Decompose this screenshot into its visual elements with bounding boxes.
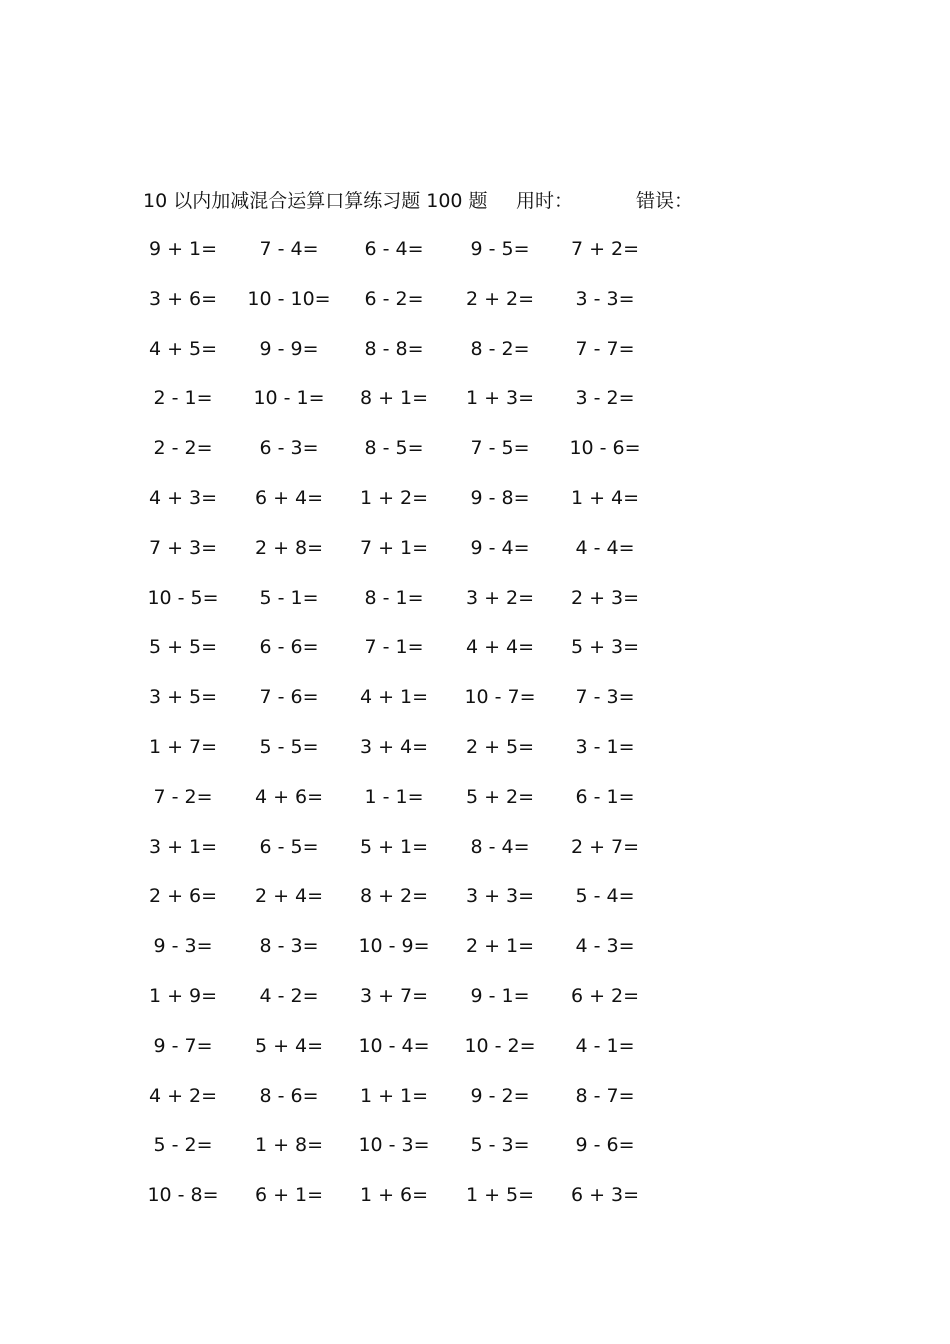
problem-item: 2 + 8= xyxy=(254,536,324,559)
problem-item: 10 - 3= xyxy=(358,1134,430,1157)
problem-row xyxy=(130,234,690,284)
problem-item: 9 - 5= xyxy=(470,238,530,260)
problem-item: 8 - 3= xyxy=(259,935,319,958)
problem-item: 9 - 2= xyxy=(470,1084,530,1107)
problem-item: 10 - 8= xyxy=(147,1184,219,1207)
problem-item: 1 + 4= xyxy=(570,486,640,509)
problem-row xyxy=(130,284,690,334)
problem-row xyxy=(130,433,690,483)
problem-row xyxy=(130,832,690,882)
problem-item: 6 - 3= xyxy=(259,437,319,460)
problem-item: 1 + 3= xyxy=(465,387,535,410)
problem-item: 7 - 3= xyxy=(575,686,635,709)
problem-item: 8 - 8= xyxy=(364,337,424,360)
problem-row xyxy=(130,981,690,1031)
problem-item: 7 + 2= xyxy=(570,238,640,260)
problem-item: 4 - 1= xyxy=(575,1034,635,1057)
problem-item: 5 + 5= xyxy=(148,636,218,659)
problem-item: 10 - 10= xyxy=(247,287,331,310)
problem-item: 7 - 6= xyxy=(259,686,319,709)
problem-item: 9 - 8= xyxy=(470,486,530,509)
problem-item: 10 - 5= xyxy=(147,586,219,609)
problem-item: 6 - 2= xyxy=(364,287,424,310)
problem-item: 4 + 4= xyxy=(465,636,535,659)
problem-item: 6 - 6= xyxy=(259,636,319,659)
problem-row xyxy=(130,383,690,433)
problem-item: 9 - 3= xyxy=(153,935,213,958)
problem-item: 9 - 9= xyxy=(259,337,319,360)
problem-item: 3 - 3= xyxy=(575,287,635,310)
problem-item: 9 + 1= xyxy=(148,238,218,260)
problem-row xyxy=(130,881,690,931)
problem-item: 6 + 4= xyxy=(254,486,324,509)
problem-row xyxy=(130,1130,690,1180)
problem-item: 5 + 4= xyxy=(254,1034,324,1057)
problem-row xyxy=(130,1180,690,1230)
problem-item: 5 + 3= xyxy=(570,636,640,659)
problem-item: 8 - 7= xyxy=(575,1084,635,1107)
problem-item: 6 + 3= xyxy=(570,1184,640,1207)
problem-row xyxy=(130,583,690,633)
problem-item: 7 - 2= xyxy=(153,785,213,808)
problem-row xyxy=(130,1081,690,1131)
problem-item: 2 + 4= xyxy=(254,885,324,908)
problem-item: 3 - 1= xyxy=(575,735,635,758)
problem-row xyxy=(130,483,690,533)
problem-item: 2 - 2= xyxy=(153,437,213,460)
problem-item: 2 + 2= xyxy=(465,287,535,310)
problem-item: 4 + 3= xyxy=(148,486,218,509)
problem-item: 10 - 2= xyxy=(464,1034,536,1057)
problem-item: 2 + 5= xyxy=(465,735,535,758)
time-used-label: 用时： xyxy=(516,190,574,212)
problem-item: 2 + 1= xyxy=(465,935,535,958)
errors-label: 错误： xyxy=(636,190,694,212)
problem-item: 1 - 1= xyxy=(364,785,424,808)
worksheet-header xyxy=(143,186,783,216)
problem-item: 5 + 2= xyxy=(465,785,535,808)
problem-item: 2 + 6= xyxy=(148,885,218,908)
problem-item: 1 + 8= xyxy=(254,1134,324,1157)
problem-item: 10 - 9= xyxy=(358,935,430,958)
problem-item: 8 - 1= xyxy=(364,586,424,609)
worksheet-title: 10 以内加减混合运算口算练习题 100 题 xyxy=(143,190,488,212)
problem-item: 10 - 1= xyxy=(253,387,325,410)
problem-item: 9 - 4= xyxy=(470,536,530,559)
problem-row xyxy=(130,782,690,832)
problem-row xyxy=(130,1031,690,1081)
problem-item: 1 + 5= xyxy=(465,1184,535,1207)
problem-item: 4 - 2= xyxy=(259,984,319,1007)
problem-item: 1 + 1= xyxy=(359,1084,429,1107)
problem-item: 3 + 4= xyxy=(359,735,429,758)
problem-item: 10 - 4= xyxy=(358,1034,430,1057)
problem-item: 6 - 1= xyxy=(575,785,635,808)
problem-item: 5 + 1= xyxy=(359,835,429,858)
problem-item: 7 - 4= xyxy=(259,238,319,260)
problem-item: 4 - 4= xyxy=(575,536,635,559)
problem-item: 8 - 2= xyxy=(470,337,530,360)
problem-row xyxy=(130,931,690,981)
problem-row xyxy=(130,533,690,583)
problem-grid xyxy=(130,234,690,1230)
problem-item: 3 + 7= xyxy=(359,984,429,1007)
problem-item: 8 - 4= xyxy=(470,835,530,858)
problem-item: 1 + 9= xyxy=(148,984,218,1007)
problem-item: 2 + 7= xyxy=(570,835,640,858)
problem-item: 1 + 6= xyxy=(359,1184,429,1207)
problem-item: 2 - 1= xyxy=(153,387,213,410)
problem-item: 7 + 1= xyxy=(359,536,429,559)
problem-item: 6 + 2= xyxy=(570,984,640,1007)
problem-item: 5 - 2= xyxy=(153,1134,213,1157)
problem-item: 7 + 3= xyxy=(148,536,218,559)
problem-item: 9 - 1= xyxy=(470,984,530,1007)
problem-item: 8 + 2= xyxy=(359,885,429,908)
problem-item: 4 + 1= xyxy=(359,686,429,709)
problem-item: 4 + 5= xyxy=(148,337,218,360)
problem-item: 7 - 7= xyxy=(575,337,635,360)
problem-item: 3 + 2= xyxy=(465,586,535,609)
problem-item: 1 + 2= xyxy=(359,486,429,509)
problem-item: 7 - 5= xyxy=(470,437,530,460)
problem-item: 10 - 6= xyxy=(569,437,641,460)
problem-row xyxy=(130,682,690,732)
problem-item: 1 + 7= xyxy=(148,735,218,758)
problem-item: 9 - 6= xyxy=(575,1134,635,1157)
problem-item: 5 - 5= xyxy=(259,735,319,758)
problem-item: 5 - 3= xyxy=(470,1134,530,1157)
problem-item: 4 + 2= xyxy=(148,1084,218,1107)
problem-item: 3 - 2= xyxy=(575,387,635,410)
problem-item: 3 + 6= xyxy=(148,287,218,310)
problem-item: 3 + 3= xyxy=(465,885,535,908)
problem-row xyxy=(130,334,690,384)
problem-item: 4 - 3= xyxy=(575,935,635,958)
problem-item: 9 - 7= xyxy=(153,1034,213,1057)
problem-item: 8 - 6= xyxy=(259,1084,319,1107)
problem-item: 3 + 5= xyxy=(148,686,218,709)
problem-item: 3 + 1= xyxy=(148,835,218,858)
problem-item: 7 - 1= xyxy=(364,636,424,659)
problem-item: 5 - 4= xyxy=(575,885,635,908)
problem-item: 8 - 5= xyxy=(364,437,424,460)
problem-item: 6 - 4= xyxy=(364,238,424,260)
problem-item: 8 + 1= xyxy=(359,387,429,410)
problem-item: 6 + 1= xyxy=(254,1184,324,1207)
problem-row xyxy=(130,732,690,782)
problem-item: 4 + 6= xyxy=(254,785,324,808)
problem-item: 2 + 3= xyxy=(570,586,640,609)
problem-item: 10 - 7= xyxy=(464,686,536,709)
problem-item: 5 - 1= xyxy=(259,586,319,609)
problem-item: 6 - 5= xyxy=(259,835,319,858)
problem-row xyxy=(130,632,690,682)
